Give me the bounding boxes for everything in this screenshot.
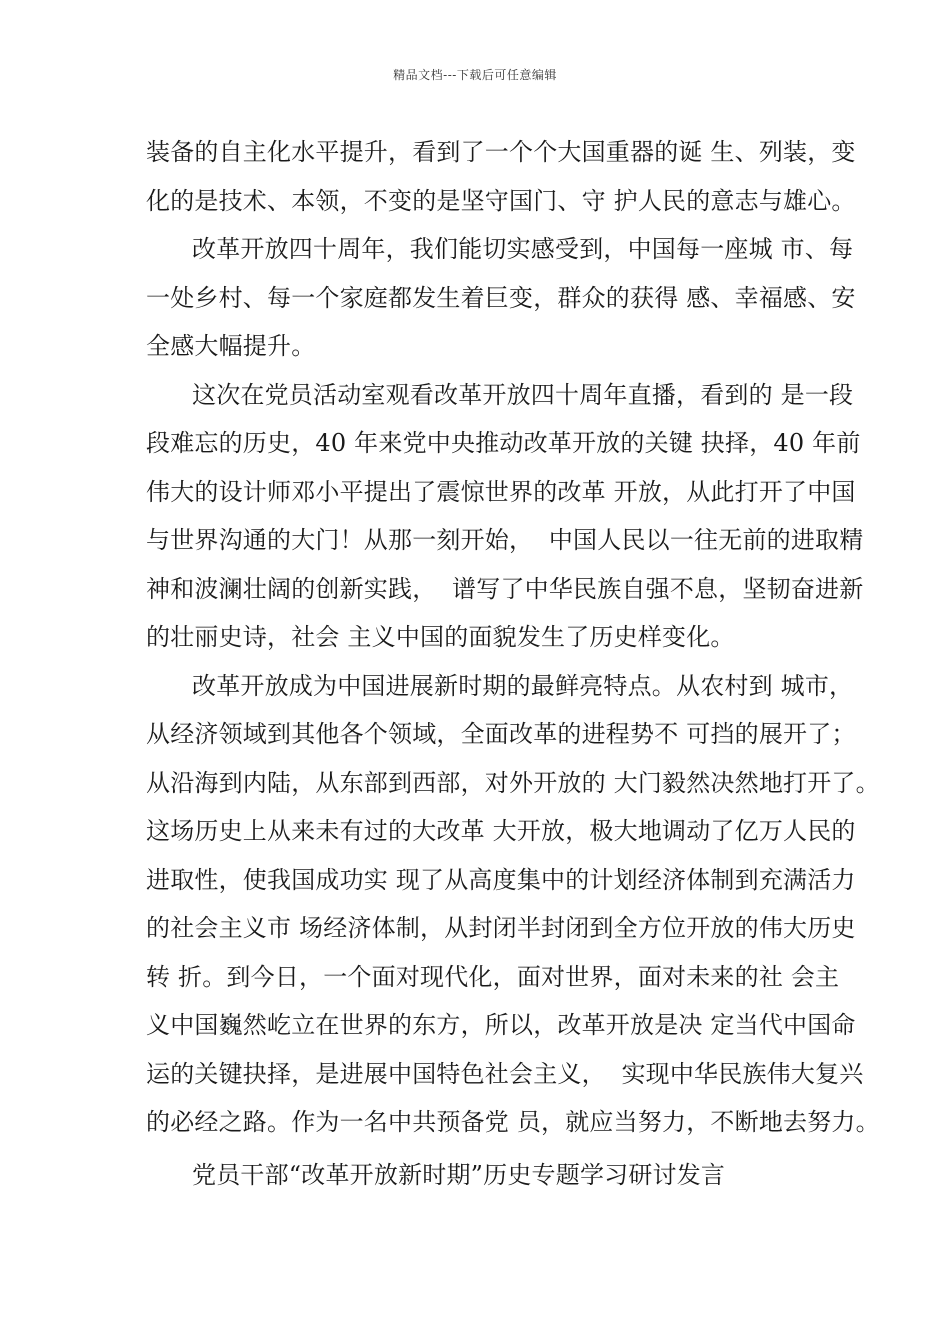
text-line: 这场历史上从来未有过的大改革 大开放，极大地调动了亿万人民的 — [146, 817, 856, 845]
paragraph-start-line: 改革开放四十周年，我们能切实感受到，中国每一座城 市、每 — [192, 235, 854, 263]
text-line: 转 折。到今日，一个面对现代化，面对世界，面对未来的社 会主 — [146, 962, 840, 991]
document-body — [146, 128, 880, 1199]
text-line: 一处乡村、每一个家庭都发生着巨变，群众的获得 感、幸福感、安 — [146, 283, 856, 312]
text-line: 的必经之路。作为一名中共预备党 员，就应当努力，不断地去努力。 — [146, 1108, 880, 1136]
section-title-line: 党员干部“改革开放新时期”历史专题学习研讨发言 — [192, 1160, 726, 1189]
text-line: 伟大的设计师邓小平提出了震惊世界的改革 开放，从此打开了中国 — [146, 477, 856, 506]
text-line: 进取性，使我国成功实 现了从高度集中的计划经济体制到充满活力 — [146, 865, 856, 894]
text-line: 与世界沟通的大门！从那一刻开始， 中国人民以一往无前的进取精 — [146, 526, 864, 554]
text-line: 化的是技术、本领，不变的是坚守国门、守 护人民的意志与雄心。 — [146, 186, 856, 215]
text-line: 从经济领域到其他各个领域，全面改革的进程势不 可挡的展开了； — [146, 720, 856, 748]
text-line: 的社会主义市 场经济体制，从封闭半封闭到全方位开放的伟大历史 — [146, 914, 856, 942]
text-line: 的壮丽史诗，社会 主义中国的面貌发生了历史样变化。 — [146, 623, 735, 651]
paragraph-start-line: 这次在党员活动室观看改革开放四十周年直播，看到的 是一段 — [192, 380, 854, 409]
text-line: 装备的自主化水平提升，看到了一个个大国重器的诞 生、列装，变 — [146, 138, 856, 166]
text-line: 从沿海到内陆，从东部到西部，对外开放的 大门毅然决然地打开了。 — [146, 768, 880, 797]
text-line: 义中国巍然屹立在世界的东方，所以，改革开放是决 定当代中国命 — [146, 1011, 856, 1039]
page-header: 精品文档---下载后可任意编辑 — [393, 68, 557, 82]
text-line: 运的关键抉择，是进展中国特色社会主义， 实现中华民族伟大复兴 — [146, 1059, 864, 1088]
text-line: 全感大幅提升。 — [146, 332, 316, 360]
paragraph-start-line: 改革开放成为中国进展新时期的最鲜亮特点。从农村到 城市， — [192, 671, 854, 700]
text-line: 段难忘的历史，40 年来党中央推动改革开放的关键 抉择，40 年前 — [146, 429, 861, 457]
text-line: 神和波澜壮阔的创新实践， 谱写了中华民族自强不息，坚韧奋进新 — [146, 574, 864, 603]
